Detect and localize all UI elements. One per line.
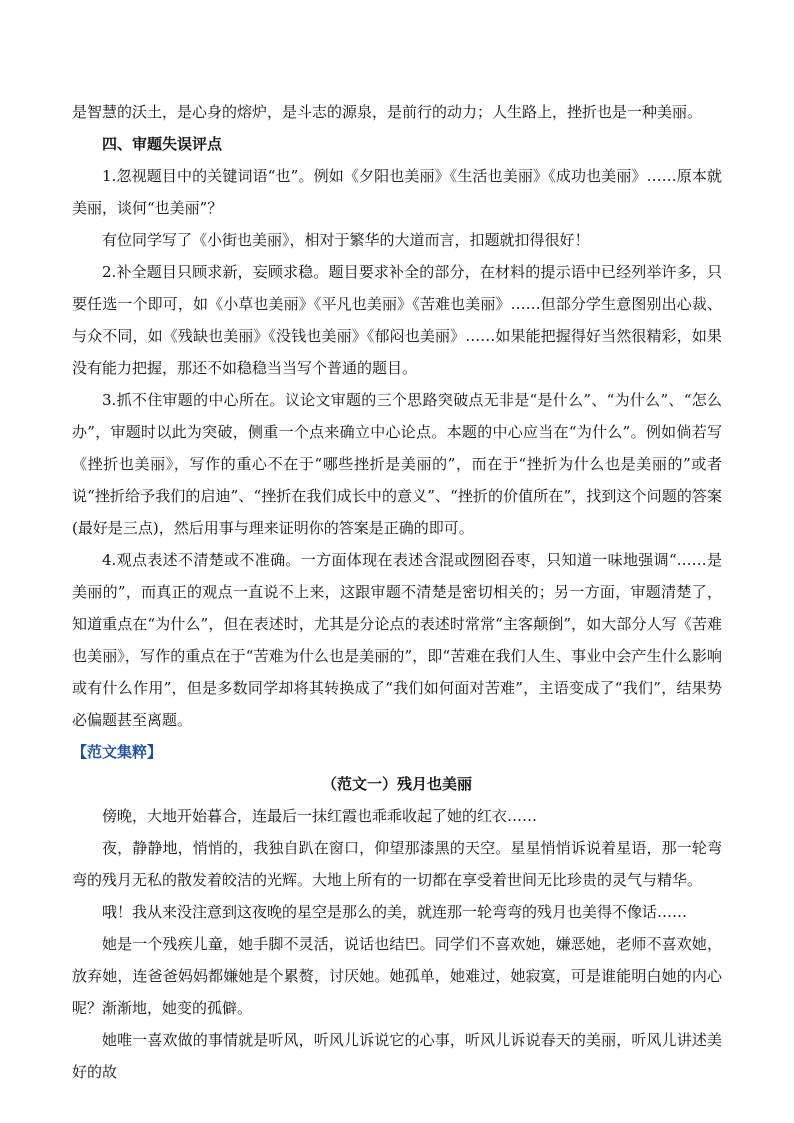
essay-paragraph: 哦！我从来没注意到这夜晚的星空是那么的美，就连那一轮弯弯的残月也美得不像话…… — [102, 903, 688, 921]
document-body — [72, 96, 722, 1088]
paragraph-point-1: 1.忽视题目中的关键词语“也”。例如《夕阳也美丽》《生活也美丽》《成功也美丽》……原本就美丽，谈何“也美丽”？ — [72, 167, 722, 217]
section-tag: 【范文集粹】 — [72, 743, 163, 761]
paragraph-point-3: 3.抓不住审题的中心所在。议论文审题的三个思路突破点无非是“是什么”、“为什么”、“怎么办”，审题时以此为突破，侧重一个点来确立中心论点。本题的中心应当在“为什么”。例如倘若写《挫折也美丽》，写作的重心不在于“哪些挫折是美丽的”，而在于“挫折为什么也是美丽的”或者说“挫折给予我们的启迪”、“挫折在我们成长中的意义”、“挫折的价值所在”，找到这个问题的答案(最好是三点)，然后用事与理来证明你的答案是正确的即可。 — [72, 391, 722, 537]
section-heading: 四、审题失误评点 — [102, 135, 223, 153]
paragraph-example: 有位同学写了《小街也美丽》，相对于繁华的大道而言，扣题就扣得很好！ — [102, 231, 590, 249]
paragraph-point-2: 2.补全题目只顾求新，妄顾求稳。题目要求补全的部分，在材料的提示语中已经列举许多，只要任选一个即可，如《小草也美丽》《平凡也美丽》《苦难也美丽》……但部分学生意图别出心裁、与众不同，如《残缺也美丽》《没钱也美丽》《郁闷也美丽》……如果能把握得好当然很精彩，如果没有能力把握，那还不如稳稳当当写个普通的题目。 — [72, 263, 722, 377]
paragraph-point-4: 4.观点表述不清楚或不准确。一方面体现在表述含混或囫囵吞枣，只知道一味地强调“……是美丽的”，而真正的观点一直说不上来，这跟审题不清楚是密切相关的；另一方面，审题清楚了，知道重点在“为什么”，但在表述时，尤其是分论点的表述时常常“主客颠倒”，如大部分人写《苦难也美丽》，写作的重点在于“苦难为什么也是美丽的”，即“苦难在我们人生、事业中会产生什么影响或有什么作用”，但是多数同学却将其转换成了“我们如何面对苦难”，主语变成了“我们”，结果势必偏题甚至离题。 — [72, 551, 722, 729]
essay-paragraph: 傍晚，大地开始暮合，连最后一抹红霞也乖乖收起了她的红衣…… — [102, 807, 538, 825]
essay-paragraph: 她是一个残疾儿童，她手脚不灵活，说话也结巴。同学们不喜欢她，嫌恶她，老师不喜欢她，放弃她，连爸爸妈妈都嫌她是个累赘，讨厌她。她孤单，她难过，她寂寞，可是谁能明白她的内心呢？渐渐地，她变的孤僻。 — [72, 935, 722, 1017]
paragraph-continuation: 是智慧的沃土，是心身的熔炉，是斗志的源泉，是前行的动力；人生路上，挫折也是一种美丽。 — [72, 103, 703, 121]
essay-paragraph: 夜，静静地，悄悄的，我独自趴在窗口，仰望那漆黑的天空。星星悄悄诉说着星语，那一轮弯弯的残月无私的散发着皎洁的光辉。大地上所有的一切都在享受着世间无比珍贵的灵气与精华。 — [72, 839, 722, 889]
essay-paragraph: 她唯一喜欢做的事情就是听风，听风儿诉说它的心事，听风儿诉说春天的美丽，听风儿讲述美好的故 — [72, 1031, 722, 1081]
essay-title: （范文一）残月也美丽 — [321, 775, 472, 793]
